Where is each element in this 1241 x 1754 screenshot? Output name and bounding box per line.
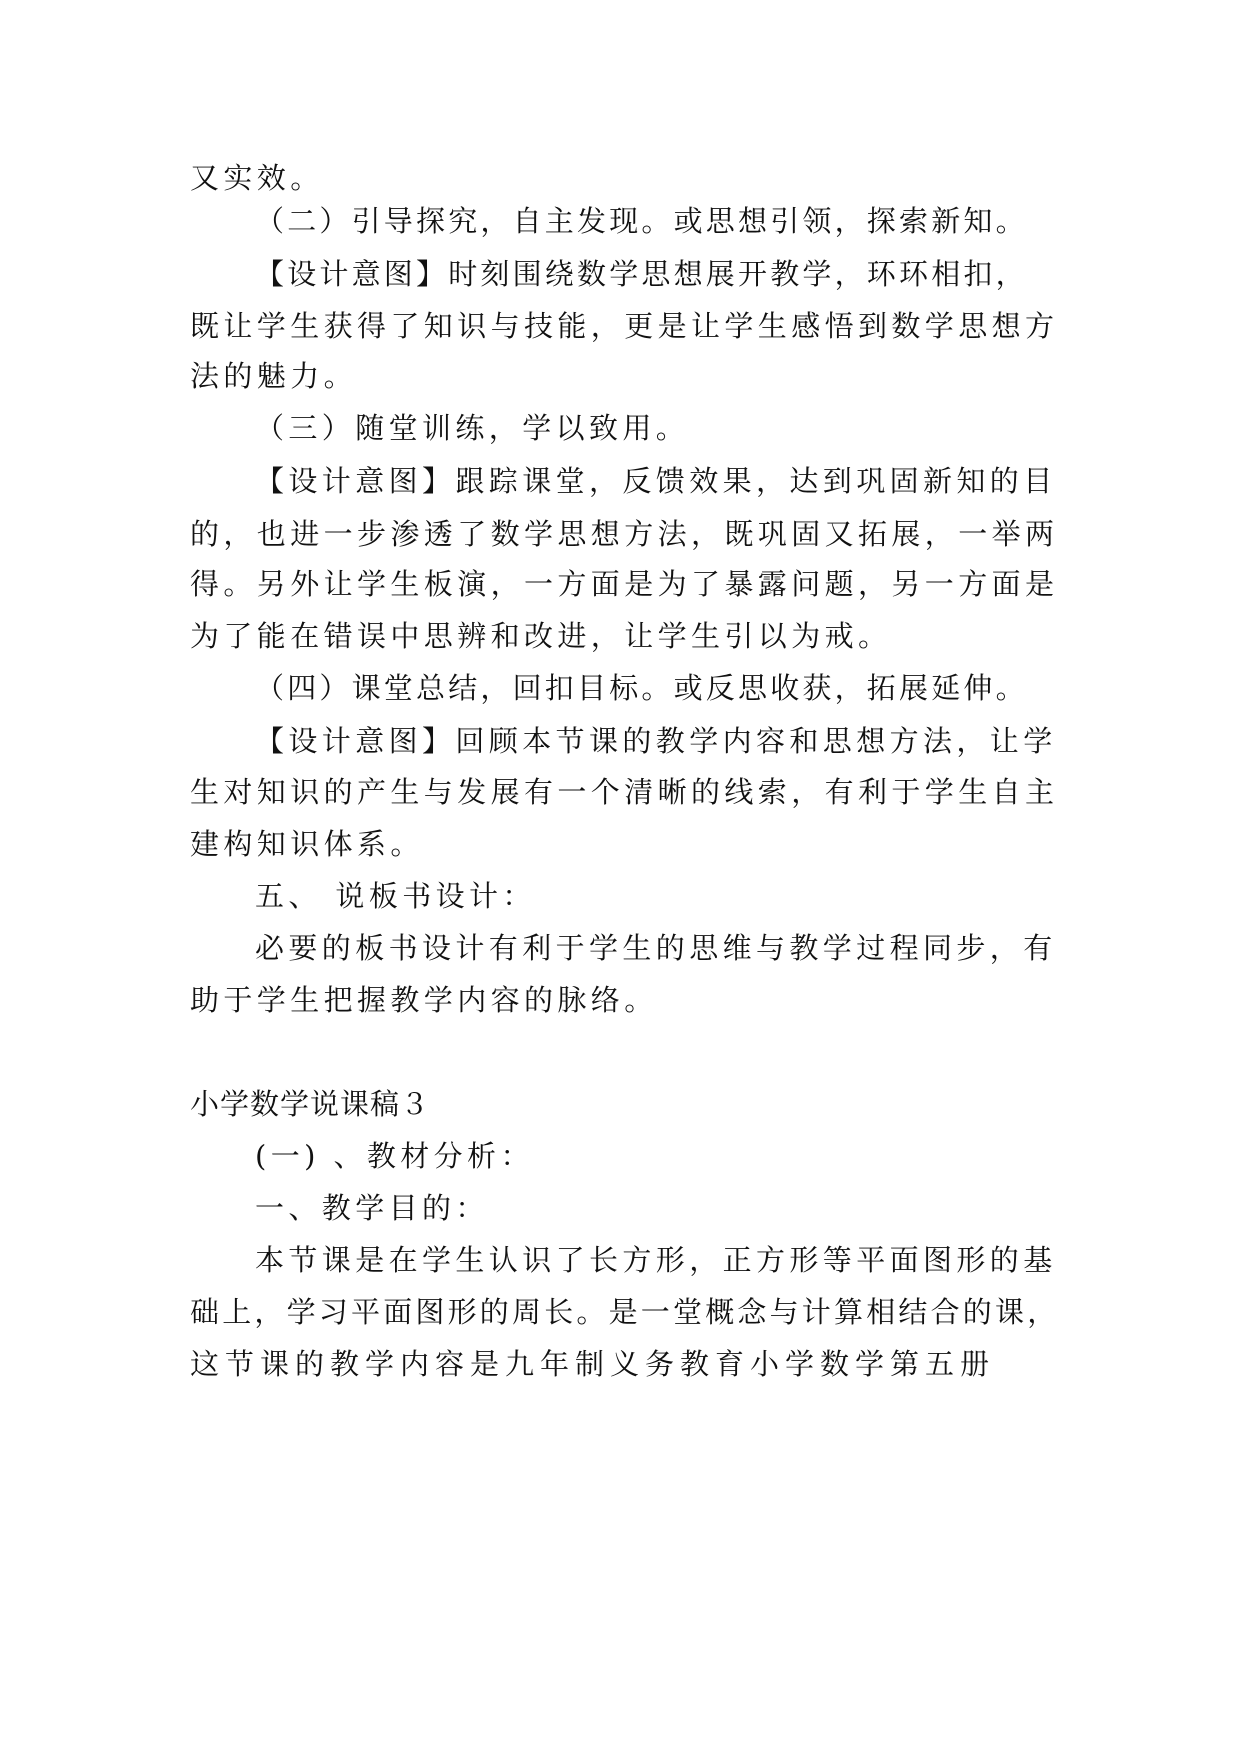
- text-line: 【设计意图】跟踪课堂，反馈效果，达到巩固新知的目: [255, 464, 1057, 498]
- text-line: 这节课的教学内容是九年制义务教育小学数学第五册: [190, 1347, 996, 1381]
- text-line: 建构知识体系。: [190, 827, 424, 861]
- section-heading: 五、 说板书设计：: [255, 879, 536, 913]
- text-line: 础上，学习平面图形的周长。是一堂概念与计算相结合的课，: [190, 1295, 1060, 1329]
- text-line: 助于学生把握教学内容的脉络。: [190, 983, 658, 1017]
- text-line: 本节课是在学生认识了长方形，正方形等平面图形的基: [255, 1243, 1057, 1277]
- text-line: 必要的板书设计有利于学生的思维与教学过程同步，有: [255, 931, 1057, 965]
- text-line: 既让学生获得了知识与技能，更是让学生感悟到数学思想方: [190, 309, 1059, 343]
- text-line: 【设计意图】回顾本节课的教学内容和思想方法，让学: [255, 724, 1057, 758]
- text-line: 为了能在错误中思辨和改进，让学生引以为戒。: [190, 619, 892, 653]
- section-heading: （三）随堂训练，学以致用。: [255, 411, 690, 445]
- section-heading: (一) 、教材分析：: [255, 1139, 534, 1173]
- text-line: 【设计意图】时刻围绕数学思想展开教学，环环相扣，: [255, 257, 1028, 291]
- section-heading: （二）引导探究，自主发现。或思想引领，探索新知。: [255, 204, 1028, 238]
- section-heading: 一、教学目的：: [255, 1191, 489, 1225]
- text-line: 得。另外让学生板演，一方面是为了暴露问题，另一方面是: [190, 567, 1059, 601]
- text-line: 又实效。: [190, 161, 324, 195]
- text-line: 法的魅力。: [190, 359, 358, 393]
- text-line: 的，也进一步渗透了数学思想方法，既巩固又拓展，一举两: [190, 517, 1059, 551]
- document-title: 小学数学说课稿３: [190, 1087, 431, 1121]
- section-heading: （四）课堂总结，回扣目标。或反思收获，拓展延伸。: [255, 671, 1028, 705]
- text-line: 生对知识的产生与发展有一个清晰的线索，有利于学生自主: [190, 775, 1059, 809]
